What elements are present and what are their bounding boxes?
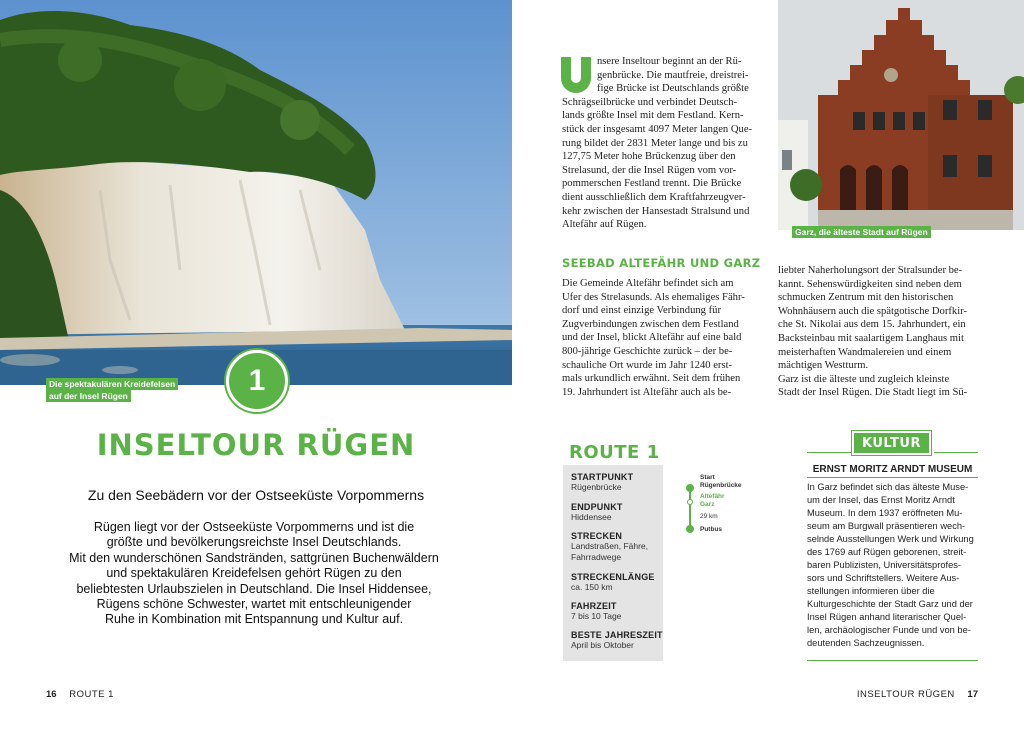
- culture-line: Kulturgeschichte der Stadt Garz und der: [807, 599, 973, 609]
- body-line: Strelasund, der die Insel Rügen vom vor-: [562, 164, 737, 176]
- photo-caption-line1: Die spektakulären Kreidefelsen: [46, 378, 178, 390]
- body-line: che St. Nikolai aus dem 15. Jahrhundert, ein: [778, 319, 966, 331]
- route-item-label: BESTE JAHRESZEIT: [571, 630, 663, 640]
- intro-line: Ruhe in Kombination mit Entspannung und Kultur auf.: [104, 612, 404, 627]
- body-line: und der Insel, blickt Altefähr auf eine bald: [562, 332, 742, 344]
- body-line: Wohnhäusern auch die spätgotische Dorfkir-: [778, 305, 967, 317]
- intro-line: Rügens schöne Schwester, wartet mit entschleunigender: [96, 597, 412, 612]
- body-line: Stadt der Insel Rügen. Die Stadt liegt im Sü-: [778, 387, 968, 399]
- route-start-place: Rügenbrücke: [700, 481, 742, 489]
- culture-line: deutenden Sachzeugnissen.: [807, 638, 925, 648]
- body-line: stück der insgesamt 4097 Meter langen Que-: [562, 123, 753, 135]
- route-item-value: Hiddensee: [571, 512, 612, 522]
- body-column-1b: [562, 277, 762, 399]
- intro-line: Rügen liegt vor der Ostseeküste Vorpommerns und ist die: [93, 520, 415, 534]
- route-info-box: [563, 465, 663, 661]
- culture-line: um der Insel, das Ernst Moritz Arndt: [807, 495, 955, 505]
- body-line: dient ausschließlich dem Kraftfahrzeugver-: [562, 191, 746, 203]
- route-end-dot: [686, 525, 694, 533]
- culture-rule-left: [807, 452, 851, 453]
- route-mid-dot: [687, 499, 693, 505]
- culture-line: Insel Rügen anhand literarischer Quel-: [807, 612, 967, 622]
- section-heading: SEEBAD ALTEFÄHR UND GARZ: [562, 256, 761, 270]
- body-column-1: [562, 55, 762, 232]
- intro-paragraph: [0, 520, 508, 628]
- body-line: Ufer des Strelasunds. Als ehemaliges Fähr-: [562, 291, 745, 303]
- culture-heading: ERNST MORITZ ARNDT MUSEUM: [812, 464, 973, 475]
- body-line: 800-jährige Geschichte zurück – der be-: [562, 345, 733, 357]
- body-line: Garz ist die älteste und zugleich kleinste: [778, 373, 950, 385]
- body-line: meisterhaften Wandmalereien und einem: [778, 346, 952, 358]
- photo-caption-line2: auf der Insel Rügen: [46, 390, 131, 402]
- body-line: Zugverbindungen zwischen dem Festland: [562, 318, 739, 330]
- route-item-label: STRECKENLÄNGE: [571, 572, 655, 582]
- body-line: dorf und einst einzige Verbindung für: [562, 305, 721, 317]
- route-end-label: Putbus: [700, 526, 723, 533]
- culture-line: In Garz befindet sich das älteste Muse-: [807, 482, 969, 492]
- culture-line: stellungen informieren über die: [807, 586, 935, 596]
- body-line: 19. Jahrhundert ist Altefähr auch als be-: [562, 386, 732, 398]
- route-item-value: April bis Oktober: [571, 640, 634, 650]
- culture-line: seum am Burgwall präsentieren wech-: [807, 521, 966, 531]
- body-line: schauliche Ort wurde im Jahr 1240 erst-: [562, 359, 733, 371]
- body-line: lands größte Insel mit dem Festland. Kern-: [562, 110, 744, 122]
- culture-line: des 1769 auf Rügen geborenen, streit-: [807, 547, 967, 557]
- culture-line: Museum. In dem 1937 eröffneten Mu-: [807, 508, 963, 518]
- culture-tag: [851, 430, 932, 456]
- page-number: 17: [967, 689, 978, 700]
- garz-photo-caption: Garz, die älteste Stadt auf Rügen: [792, 226, 931, 238]
- culture-line: sors und Schriftstellers. Weitere Aus-: [807, 573, 960, 583]
- intro-line: und spektakulären Kreidefelsen gehört Rügen zu den: [106, 566, 402, 581]
- culture-line: baren Publizisten, Universitätsprofes-: [807, 560, 961, 570]
- body-line: mächtigen Westturm.: [778, 360, 869, 372]
- body-line: rung bildet der 2831 Meter lange und bis zu: [562, 137, 748, 149]
- route-item-label: STRECKEN: [571, 531, 623, 541]
- body-line: kannt. Sehenswürdigkeiten sind neben dem: [778, 278, 962, 290]
- body-line: pommerschen Festland trennt. Die Brücke: [562, 178, 742, 190]
- route-item-value: Rügenbrücke: [571, 482, 622, 492]
- intro-line: Mit den wunderschönen Sandstränden, sattgrünen Buchenwäldern: [69, 550, 439, 565]
- route-item-label: FAHRZEIT: [571, 601, 617, 611]
- page-number: 16: [46, 689, 57, 700]
- culture-bottom-rule: [807, 660, 978, 661]
- body-line: fige Brücke ist Deutschlands größte: [597, 83, 749, 95]
- culture-text: [807, 481, 982, 650]
- route-item-value: Landstraßen, Fähre,: [571, 541, 649, 551]
- body-line: liebter Naherholungsort der Stralsunder be-: [778, 265, 963, 276]
- body-line: nsere Inseltour beginnt an der Rü-: [597, 56, 742, 67]
- culture-line: selnde Ausstellungen Werk und Wirkung: [807, 534, 974, 544]
- route-heading: ROUTE 1: [569, 442, 660, 463]
- culture-tag-label: KULTUR: [854, 433, 929, 453]
- route-mid-label: Altefähr: [700, 493, 725, 500]
- body-line: 127,75 Meter hohe Brückenzug über den: [562, 151, 736, 163]
- route-item-value: Fahrradwege: [571, 552, 622, 562]
- route-number: 1: [248, 364, 266, 397]
- route-diagram: [683, 472, 763, 542]
- body-line: Die Gemeinde Altefähr befindet sich am: [562, 278, 734, 289]
- route-item-value: ca. 150 km: [571, 582, 613, 592]
- route-number-badge: [226, 350, 288, 412]
- route-start-dot: [686, 484, 694, 492]
- culture-rule-right: [934, 452, 978, 453]
- route-mid-label: Garz: [700, 500, 715, 508]
- intro-line: größte und bevölkerungsreichste Insel Deutschlands.: [106, 535, 402, 550]
- chalk-cliff-photo: [0, 0, 512, 385]
- body-column-2: [778, 264, 978, 400]
- footer-left: [46, 689, 114, 700]
- footer-right: [857, 689, 978, 700]
- footer-label: ROUTE 1: [69, 689, 114, 700]
- body-line: Altefähr auf Rügen.: [562, 219, 647, 231]
- body-line: Schrägseilbrücke und verbindet Deutsch-: [562, 96, 738, 108]
- body-line: kehr zwischen der Hansestadt Stralsund und: [562, 205, 750, 217]
- culture-line: len, archäologischer Funde und von be-: [807, 625, 971, 635]
- intro-line: beliebtesten Urlaubszielen in Deutschland. Die Insel Hiddensee,: [76, 581, 432, 596]
- route-item-value: 7 bis 10 Tage: [571, 611, 622, 621]
- route-item-label: STARTPUNKT: [571, 472, 634, 482]
- route-item-label: ENDPUNKT: [571, 502, 623, 512]
- page-subtitle: Zu den Seebädern vor der Ostseeküste Vorpommerns: [87, 487, 425, 503]
- route-distance: 29 km: [700, 513, 718, 520]
- body-line: genbrücke. Die mautfreie, dreistrei-: [597, 69, 749, 81]
- footer-label: INSELTOUR RÜGEN: [856, 689, 955, 700]
- page-title: INSELTOUR RÜGEN: [96, 428, 416, 462]
- culture-heading-rule: [807, 477, 978, 478]
- body-line: mals urkundlich erwähnt. Seit dem frühen: [562, 373, 741, 385]
- route-start-label: Start: [700, 474, 715, 481]
- body-line: schmucken Zentrum mit den historischen: [778, 292, 954, 304]
- body-line: Backsteinbau mit saalartigem Langhaus mit: [778, 332, 964, 344]
- garz-building-photo: [778, 0, 1024, 230]
